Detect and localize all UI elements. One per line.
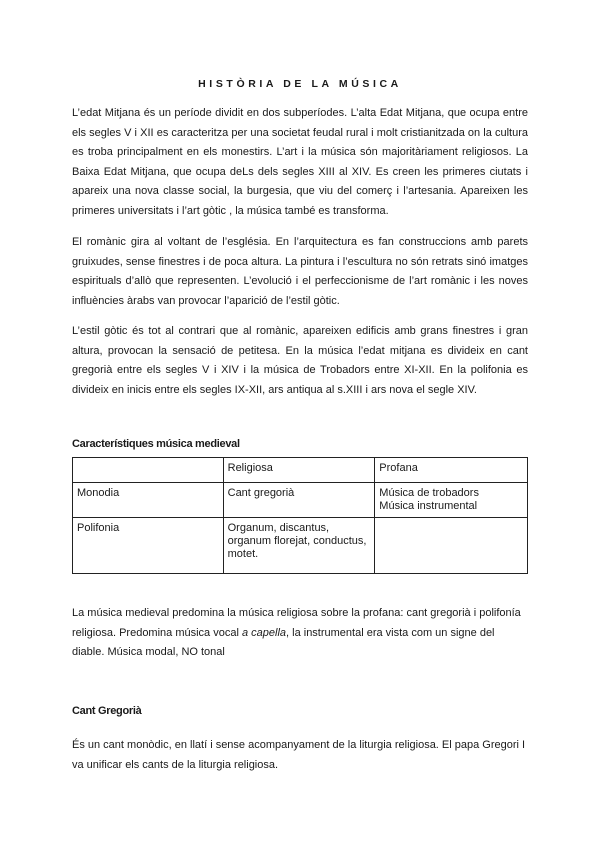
italic-term: a capella bbox=[241, 626, 287, 639]
table-header-cell-empty bbox=[73, 458, 224, 483]
paragraph-romanic: El romànic gira al voltant de l’església. En l’arquitectura es fan construccions amb parets gruixudes, sense finestres i de poca altura. La pintura i l’escultura no són retrats sinó imatges espirituals d’allò que representen. L’evolució i el perfeccionisme de l’art romànic i les noves influències àrabs van provocar l’aparició de l’estil gòtic. bbox=[72, 236, 528, 307]
paragraph-gotic: L’estil gòtic és tot al contrari que al romànic, apareixen edificis amb grans finestres i gran altura, provocan la sensació de petitesa. En la música l’edat mitjana es divideix en cant gregorià entre els segles V i XIV i la música de Trobadors entre XI-XII. En la polifonia es divideix en inicis entre els segles IX-XII, ars antiqua al s.XIII i ars nova el segle XIV. bbox=[72, 325, 528, 396]
section-heading: Cant Gregorià bbox=[72, 705, 142, 717]
table-heading: Característiques música medieval bbox=[72, 438, 240, 450]
cell-line: motet. bbox=[227, 548, 259, 560]
table-header-cell-profana: Profana bbox=[375, 458, 528, 483]
cell-line: Organum, discantus, bbox=[227, 522, 330, 534]
paragraph-intro: L’edat Mitjana és un període dividit en dos subperíodes. L’alta Edat Mitjana, que ocupa entre els segles V i XII es caracteritza per una societat feudal rural i molt cristianitzada on la cultura es troba principalment en els monestirs. L’art i la música són majoritàriament religiosos. La Baixa Edat Mitjana, que ocupa deLs dels segles XIII al XIV. Es creen les primeres ciutats i apareix una nova classe social, la burgesia, que viu del comerç i l’artesania. Apareixen les primeres universitats i l’art gòtic , la música també es transforma. bbox=[72, 107, 528, 217]
table-header-cell-religiosa: Religiosa bbox=[223, 458, 375, 483]
table-header-row bbox=[73, 458, 528, 483]
cell-polifonia-profana bbox=[375, 518, 528, 574]
cell-monodia-profana bbox=[375, 483, 528, 518]
page-title: HISTÒRIA DE LA MÚSICA bbox=[198, 78, 402, 90]
cell-line: Cant gregorià bbox=[227, 487, 295, 499]
cell-monodia-religiosa bbox=[223, 483, 375, 518]
table-row bbox=[73, 518, 528, 574]
cell-line: Música instrumental bbox=[379, 500, 478, 512]
table-row bbox=[73, 483, 528, 518]
paragraph-medieval-music bbox=[72, 604, 528, 663]
row-label-monodia: Monodia bbox=[73, 483, 224, 518]
cell-line: Música de trobadors bbox=[379, 487, 479, 499]
row-label-polifonia: Polifonia bbox=[73, 518, 224, 574]
paragraph-cant-gregoria: És un cant monòdic, en llatí i sense acompanyament de la liturgia religiosa. El papa Gregori I va unificar els cants de la liturgia religiosa. bbox=[72, 739, 526, 771]
text-run: , la instrumental era vista com un signe del diable. Música modal, NO tonal bbox=[72, 626, 495, 658]
characteristics-table bbox=[72, 457, 528, 574]
cell-line: organum florejat, conductus, bbox=[227, 535, 367, 547]
cell-polifonia-religiosa bbox=[223, 518, 375, 574]
text-run: La música medieval predomina la música religiosa sobre la profana: cant gregorià i polifonía religiosa. Predomina música vocal bbox=[72, 607, 521, 639]
